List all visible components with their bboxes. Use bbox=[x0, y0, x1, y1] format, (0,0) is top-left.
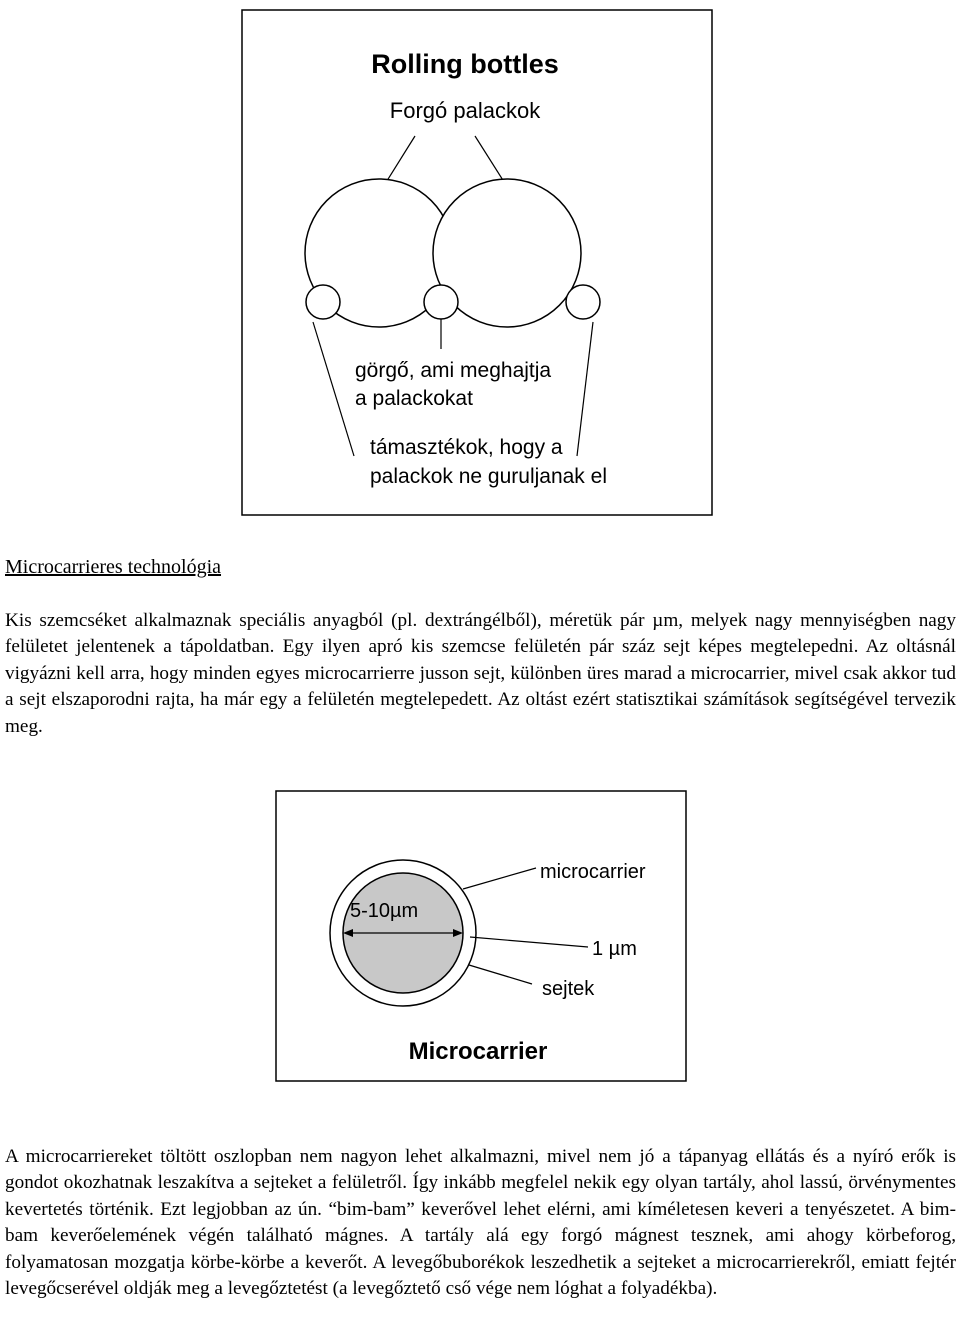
support-label-line1: támasztékok, hogy a bbox=[370, 436, 563, 459]
roller-label-line1: görgő, ami meghajtja bbox=[355, 359, 552, 382]
support-label-line2: palackok ne guruljanak el bbox=[370, 465, 607, 488]
figure-title: Rolling bottles bbox=[371, 49, 559, 79]
microcarrier-figure bbox=[270, 785, 694, 1090]
figure-caption: Microcarrier bbox=[408, 1038, 548, 1065]
cells-label: sejtek bbox=[542, 978, 595, 1000]
paragraph-bim-bam-mixer: A microcarriereket töltött oszlopban nem nagyon lehet alkalmazni, mivel nem jó a tápanyag ellátás és a nyíró erők is gondot okozhatnak leszakítva a sejteket a felületről. Így inkább megfelel nekik egy olyan tartály, ahol lassú, örvénymentes kevertetés történik. Ezt legjobban az ún. “bim-bam” keverővel lehet elérni, ami kíméletesen keveri a tenyészetet. A bim-bam keverőelemének végén található mágnes. A tartály alá egy forgó mágnest tesznek, ami ahogy körbeforog, folyamatosan mozgatja körbe-körbe a keverőt. A levegőbuborékok leszedhetik a sejteket a microcarrierekről, emiatt fejtér levegőcserével oldják meg a levegőztetést (a levegőztető cső vége nem lóghat a folyadékba). bbox=[5, 1146, 956, 1300]
support-right bbox=[566, 285, 600, 319]
rolling-bottles-figure bbox=[240, 8, 716, 518]
support-left bbox=[306, 285, 340, 319]
thickness-label: 1 µm bbox=[592, 938, 637, 960]
size-label: 5-10µm bbox=[350, 900, 419, 922]
paragraph-microcarrier-intro: Kis szemcséket alkalmaznak speciális anyagból (pl. dextrángélből), méretük pár µm, melyek nagy mennyiségben nagy felületet jelentenek a tápoldatban. Egy ilyen apró kis szemcse felületén pár száz sejt képes megtelepedni. Az oltásnál vigyázni kell arra, hogy minden egyes microcarrierre jusson sejt, különben üres marad a microcarrier, mivel csak akkor tud a sejt elszaporodni rajta, ha már egy a felületén megtelepedett. Az oltást ezért statisztikai számítások segítségével tervezik meg. bbox=[5, 610, 956, 737]
roller bbox=[424, 285, 458, 319]
microcarrier-label: microcarrier bbox=[540, 861, 646, 883]
roller-label-line2: a palackokat bbox=[355, 387, 473, 410]
figure-subtitle: Forgó palackok bbox=[389, 98, 541, 123]
section-heading: Microcarrieres technológia bbox=[5, 556, 222, 578]
